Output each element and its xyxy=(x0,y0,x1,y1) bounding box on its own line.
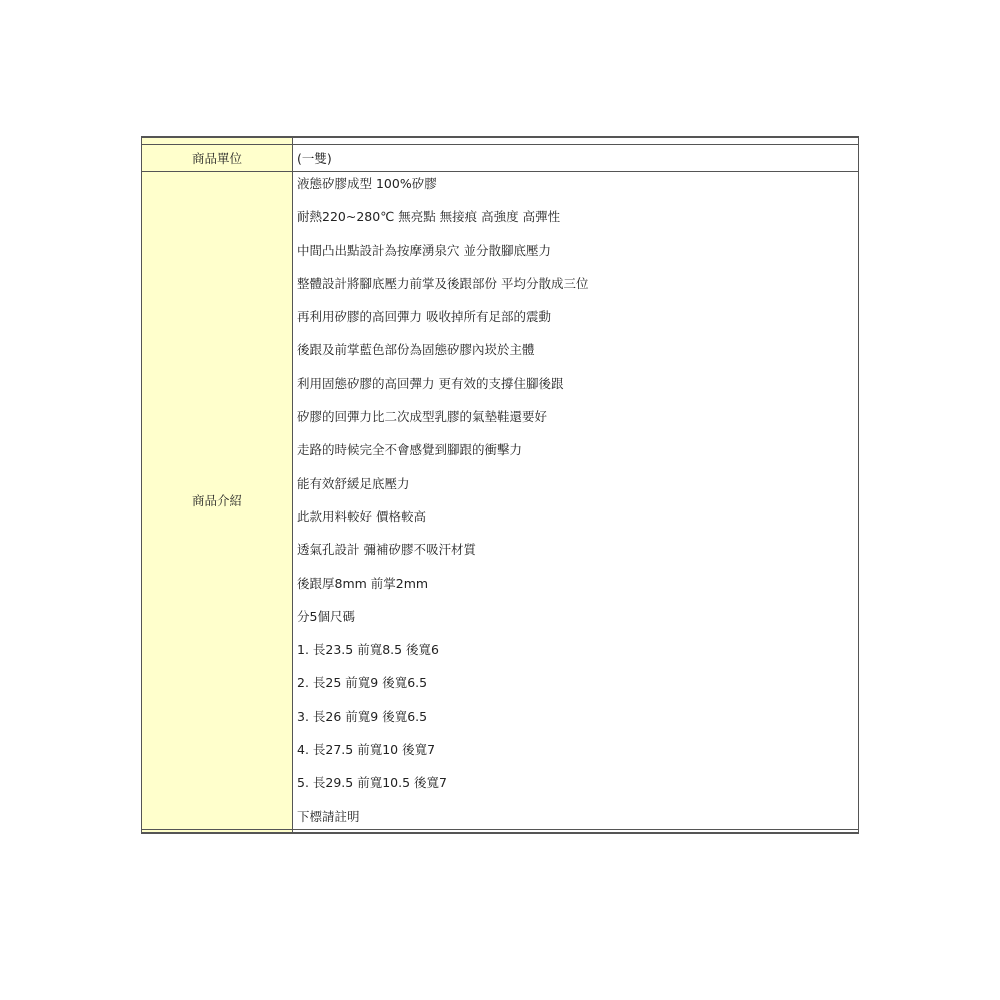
product-intro-line: 走路的時候完全不會感覺到腳跟的衝擊力 xyxy=(297,442,523,458)
product-intro-line: 液態矽膠成型 100%矽膠 xyxy=(297,176,437,191)
product-intro-line: 1. 長23.5 前寬8.5 後寬6 xyxy=(297,642,440,658)
product-intro-cell xyxy=(293,172,859,830)
product-unit-row xyxy=(142,145,859,172)
product-intro-line: 矽膠的回彈力比二次成型乳膠的氣墊鞋還要好 xyxy=(297,409,548,425)
bottom-strip-value-cell xyxy=(293,829,859,833)
product-intro-line: 透氣孔設計 彌補矽膠不吸汗材質 xyxy=(297,542,476,558)
product-intro-line: 後跟厚8mm 前掌2mm xyxy=(297,575,429,591)
product-intro-line: 此款用料較好 價格較高 xyxy=(297,508,426,524)
product-intro-line: 5. 長29.5 前寬10.5 後寬7 xyxy=(297,775,447,791)
top-strip-label-cell xyxy=(142,137,293,145)
product-spec-table xyxy=(141,136,859,834)
product-intro-list xyxy=(297,172,858,829)
product-intro-line: 後跟及前掌藍色部份為固態矽膠內崁於主體 xyxy=(297,342,535,358)
product-intro-line: 3. 長26 前寬9 後寬6.5 xyxy=(297,708,428,724)
product-unit-value: (一雙) xyxy=(293,145,859,172)
product-intro-line: 分5個尺碼 xyxy=(297,608,355,624)
product-intro-line: 中間凸出點設計為按摩湧泉穴 並分散腳底壓力 xyxy=(297,242,551,258)
product-intro-line: 耐熱220~280℃ 無亮點 無接痕 高強度 高彈性 xyxy=(297,209,561,225)
product-intro-line: 2. 長25 前寬9 後寬6.5 xyxy=(297,675,428,691)
top-strip-value-cell xyxy=(293,137,859,145)
product-intro-line: 能有效舒緩足底壓力 xyxy=(297,475,410,491)
product-intro-line: 利用固態矽膠的高回彈力 更有效的支撐住腳後跟 xyxy=(297,375,564,391)
product-intro-line: 再利用矽膠的高回彈力 吸收掉所有足部的震動 xyxy=(297,309,551,325)
product-intro-row xyxy=(142,172,859,830)
bottom-strip-label-cell xyxy=(142,829,293,833)
product-intro-label: 商品介紹 xyxy=(142,172,293,830)
product-intro-line: 4. 長27.5 前寬10 後寬7 xyxy=(297,742,436,758)
table-bottom-strip xyxy=(142,829,859,833)
table-top-strip xyxy=(142,137,859,145)
product-intro-line: 下標請註明 xyxy=(297,808,360,824)
product-intro-line: 整體設計將腳底壓力前掌及後跟部份 平均分散成三位 xyxy=(297,275,589,291)
product-unit-label: 商品單位 xyxy=(142,145,293,172)
